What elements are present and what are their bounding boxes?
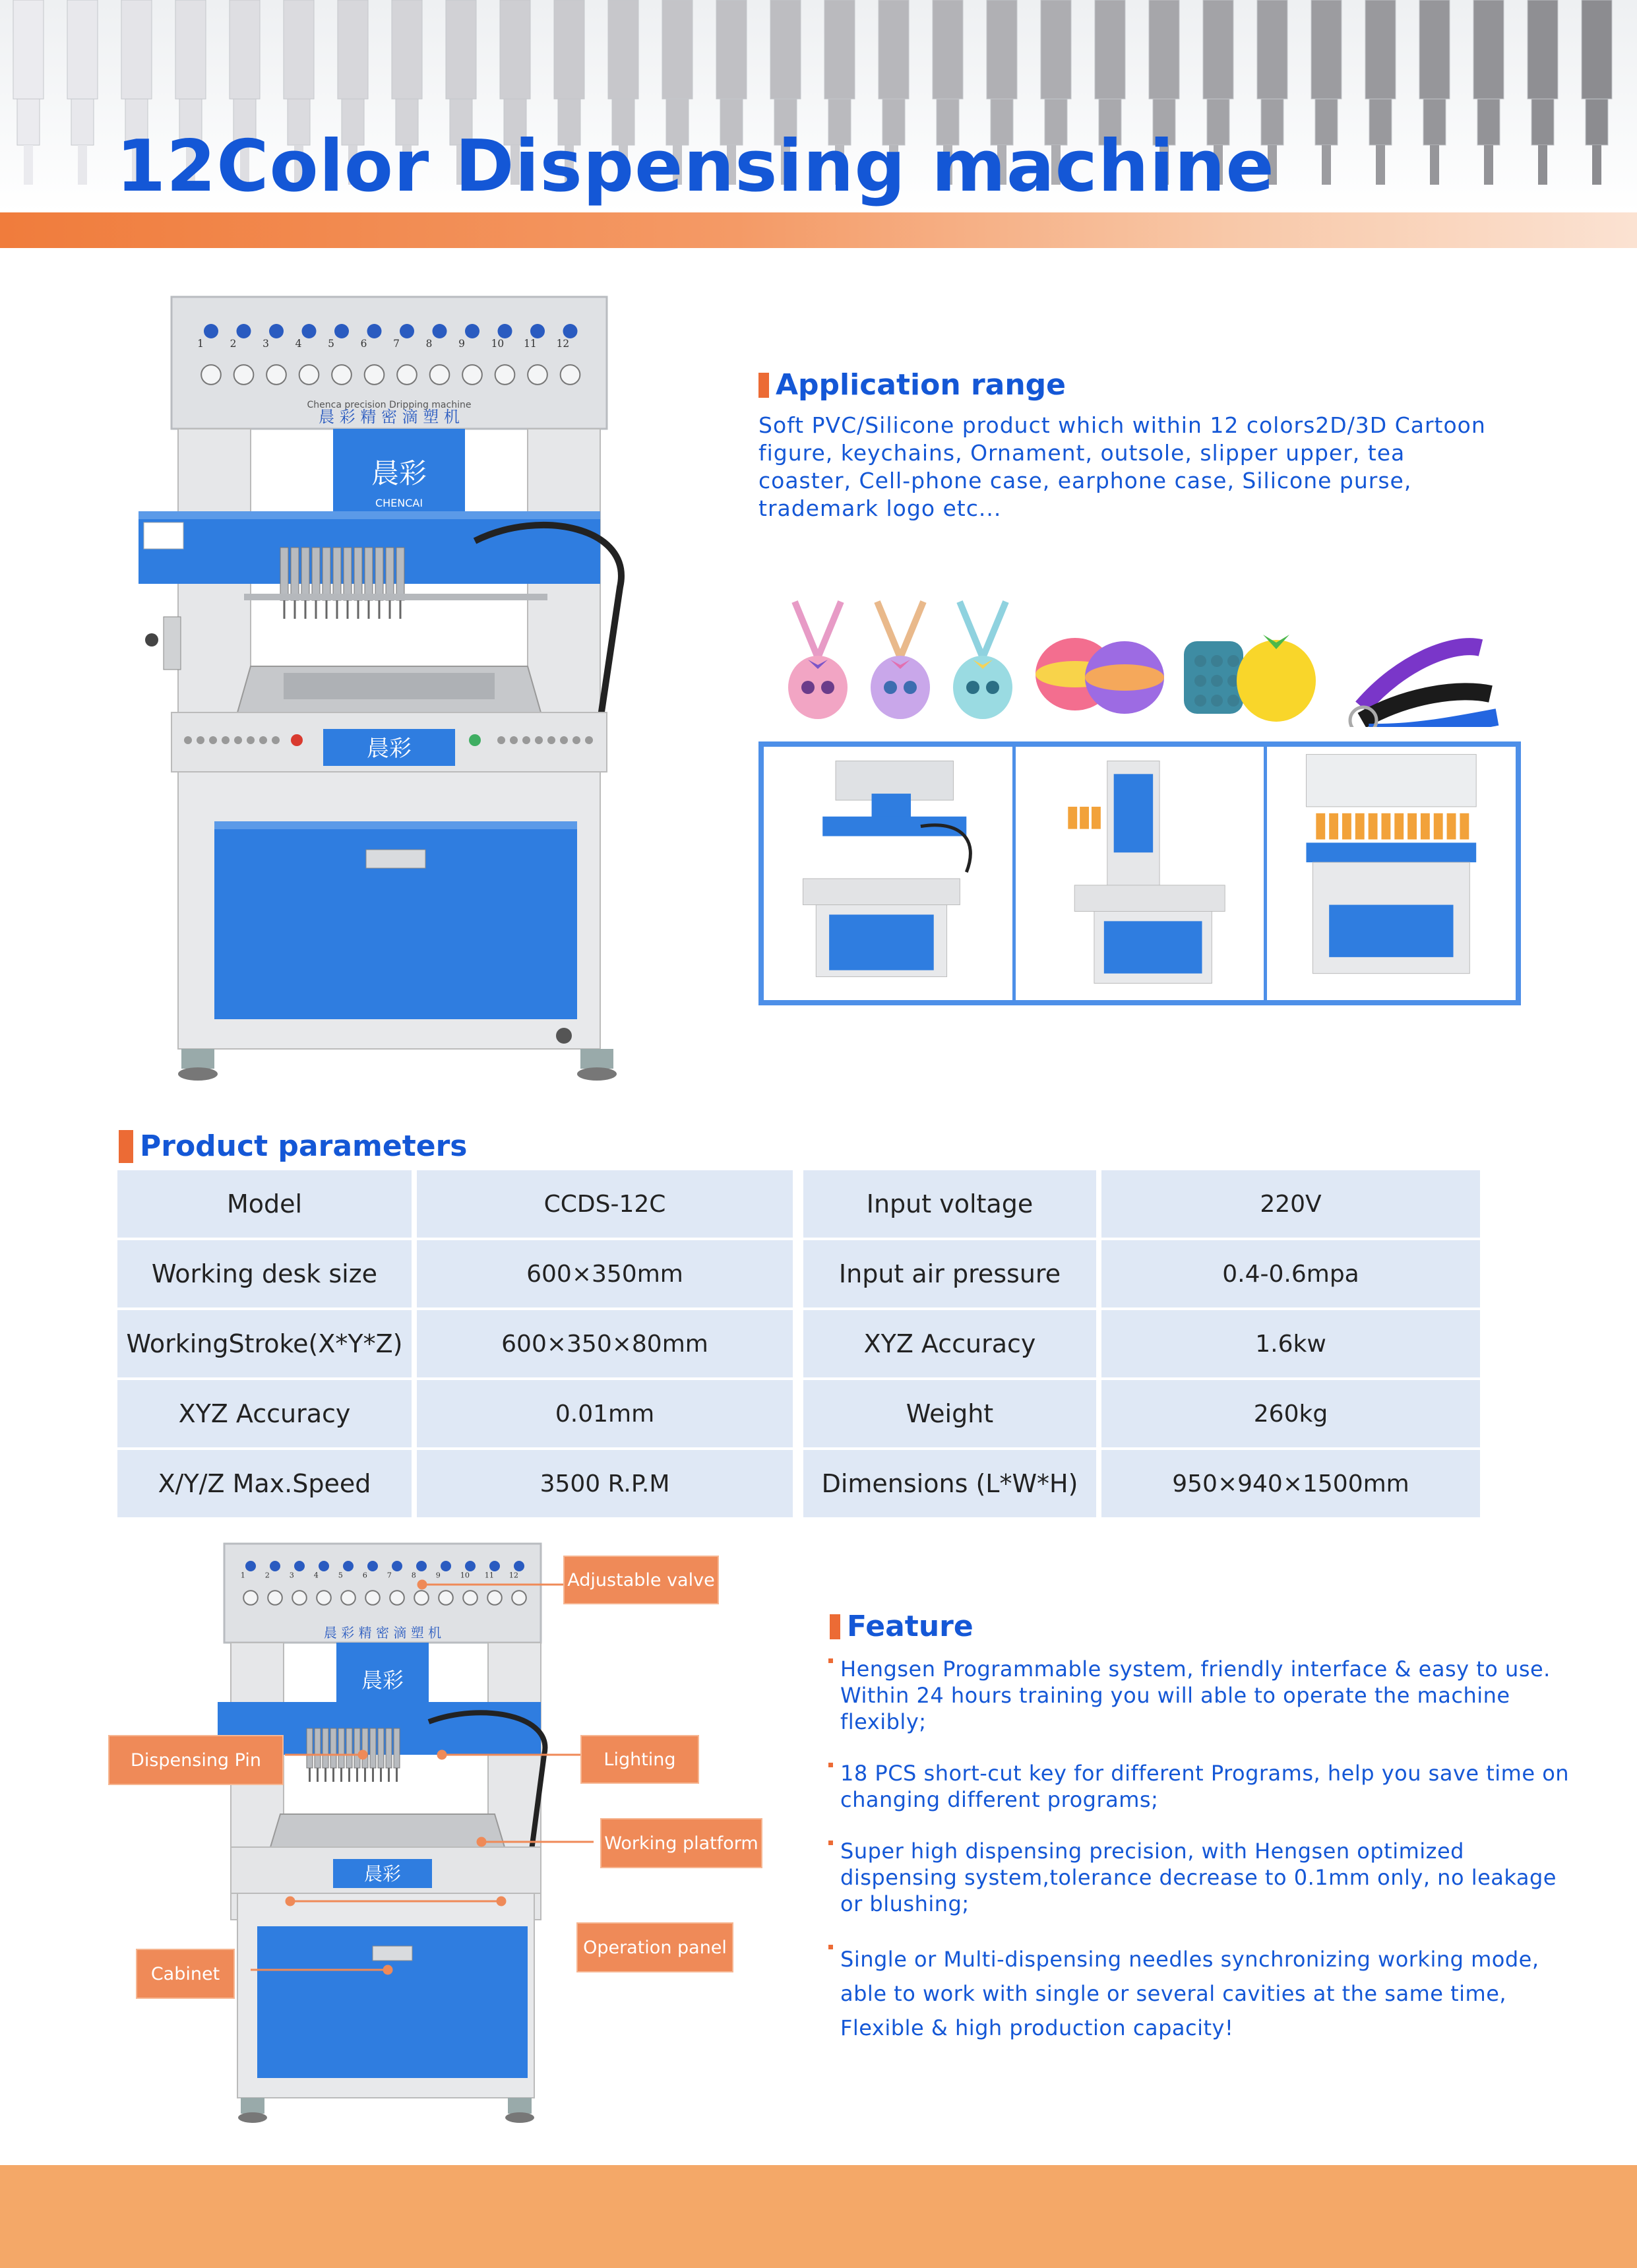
param-label: X/Y/Z Max.Speed [117, 1450, 412, 1517]
product-samples [782, 595, 1514, 727]
footer-orange-strip [0, 2165, 1637, 2268]
callout-lighting: Lighting [580, 1735, 699, 1784]
param-value: 260kg [1101, 1380, 1480, 1447]
param-value: 220V [1101, 1170, 1480, 1238]
param-label: Working desk size [117, 1240, 412, 1307]
table-row [117, 1450, 1480, 1517]
pop-fidget-purses [1184, 635, 1316, 722]
panel-number: 8 [411, 1571, 416, 1580]
panel-number: 1 [197, 338, 204, 350]
heading-marker [758, 373, 769, 398]
panel-number: 12 [509, 1571, 519, 1580]
param-value: 3500 R.P.M [417, 1450, 793, 1517]
silicone-purse-pink [788, 602, 848, 719]
machine-header-en: Chenca precision Dripping machine [307, 400, 472, 410]
panel-logo-cn: 晨彩 [367, 736, 412, 762]
brand-logo-en: CHENCAI [375, 497, 423, 509]
page-title: 12Color Dispensing machine [116, 125, 1275, 208]
machine-photo-front [764, 747, 1016, 1000]
param-value: 950×940×1500mm [1101, 1450, 1480, 1517]
feature-list [828, 1656, 1574, 2045]
machine-photo-side [1016, 747, 1268, 1000]
machine-header-cn: 晨 彩 精 密 滴 塑 机 [323, 1625, 442, 1641]
param-value: CCDS-12C [417, 1170, 793, 1238]
table-row [117, 1170, 1480, 1238]
callout-adjustable-valve: Adjustable valve [563, 1556, 719, 1604]
param-value: 600×350×80mm [417, 1310, 793, 1377]
param-label: Model [117, 1170, 412, 1238]
panel-number: 12 [556, 338, 570, 350]
feature-item: Super high dispensing precision, with Hengsen optimized dispensing system,tolerance decrease to 0.1mm only, no leakage or blushing; [828, 1838, 1574, 1917]
table-row [117, 1380, 1480, 1447]
panel-number: 9 [458, 338, 465, 350]
callout-working-platform: Working platform [600, 1818, 762, 1868]
param-value: 0.4-0.6mpa [1101, 1240, 1480, 1307]
panel-number: 2 [264, 1571, 270, 1580]
earphone-cases [1035, 638, 1164, 714]
heading-marker [119, 1130, 133, 1163]
panel-number: 7 [393, 338, 400, 350]
table-row [117, 1240, 1480, 1307]
panel-logo-cn: 晨彩 [363, 1863, 402, 1885]
panel-number: 3 [289, 1571, 294, 1580]
panel-number: 11 [484, 1571, 495, 1580]
panel-number: 6 [360, 338, 367, 350]
product-parameters-heading: Product parameters [119, 1129, 467, 1163]
header-banner [0, 0, 1637, 212]
feature-item: 18 PCS short-cut key for different Programs, help you save time on changing different programs; [828, 1760, 1574, 1813]
header-orange-strip [0, 212, 1637, 248]
bullet-icon [828, 1658, 833, 1663]
feature-item: Single or Multi-dispensing needles synchronizing working mode, able to work with single or several cavities at the same time, Flexible & high production capacity! [828, 1942, 1574, 2045]
param-label: XYZ Accuracy [803, 1310, 1096, 1377]
param-label: Weight [803, 1380, 1096, 1447]
panel-number: 6 [362, 1571, 367, 1580]
panel-number: 9 [435, 1571, 441, 1580]
callout-dispensing-pin: Dispensing Pin [108, 1735, 284, 1785]
bullet-icon [828, 1763, 833, 1767]
machine-header-cn: 晨 彩 精 密 滴 塑 机 [319, 408, 460, 426]
param-value: 600×350mm [417, 1240, 793, 1307]
panel-number: 5 [328, 338, 334, 350]
bullet-icon [828, 1841, 833, 1845]
panel-number: 7 [386, 1571, 392, 1580]
machine-photo-rear [1267, 747, 1516, 1000]
callout-cabinet: Cabinet [136, 1949, 235, 1999]
panel-number: 4 [313, 1571, 319, 1580]
panel-number: 11 [524, 338, 537, 350]
panel-number: 4 [295, 338, 302, 350]
param-label: Dimensions (L*W*H) [803, 1450, 1096, 1517]
brand-logo-cn: 晨彩 [371, 457, 427, 489]
table-row [117, 1310, 1480, 1377]
feature-item: Hengsen Programmable system, friendly interface & easy to use. Within 24 hours training you will able to operate the machine flexibly; [828, 1656, 1574, 1735]
application-range-heading: Application range [758, 368, 1066, 402]
machine-front-illustration [132, 290, 660, 1095]
param-label: Input voltage [803, 1170, 1096, 1238]
brand-logo-cn: 晨彩 [361, 1668, 404, 1693]
feature-heading: Feature [830, 1610, 973, 1643]
param-label: XYZ Accuracy [117, 1380, 412, 1447]
param-label: WorkingStroke(X*Y*Z) [117, 1310, 412, 1377]
silicone-keychains [1350, 646, 1497, 727]
panel-number: 10 [460, 1571, 470, 1580]
panel-number: 1 [240, 1571, 245, 1580]
param-value: 0.01mm [417, 1380, 793, 1447]
machine-photo-grid [758, 741, 1521, 1005]
silicone-purse-cyan [953, 602, 1012, 719]
panel-number: 3 [263, 338, 269, 350]
param-label: Input air pressure [803, 1240, 1096, 1307]
panel-number: 10 [491, 338, 505, 350]
machine-annotated-illustration [211, 1537, 594, 2144]
application-description: Soft PVC/Silicone product which within 12 colors2D/3D Cartoon figure, keychains, Ornament, outsole, slipper upper, tea coaster, Cell-phone case, earphone case, Silicone purse, trademark logo etc... [758, 412, 1486, 521]
panel-number: 2 [230, 338, 237, 350]
callout-operation-panel: Operation panel [576, 1922, 733, 1972]
panel-number: 5 [338, 1571, 343, 1580]
param-value: 1.6kw [1101, 1310, 1480, 1377]
bullet-icon [828, 1945, 833, 1949]
panel-number: 8 [425, 338, 433, 350]
silicone-purse-purple [871, 602, 930, 719]
heading-marker [830, 1614, 840, 1639]
